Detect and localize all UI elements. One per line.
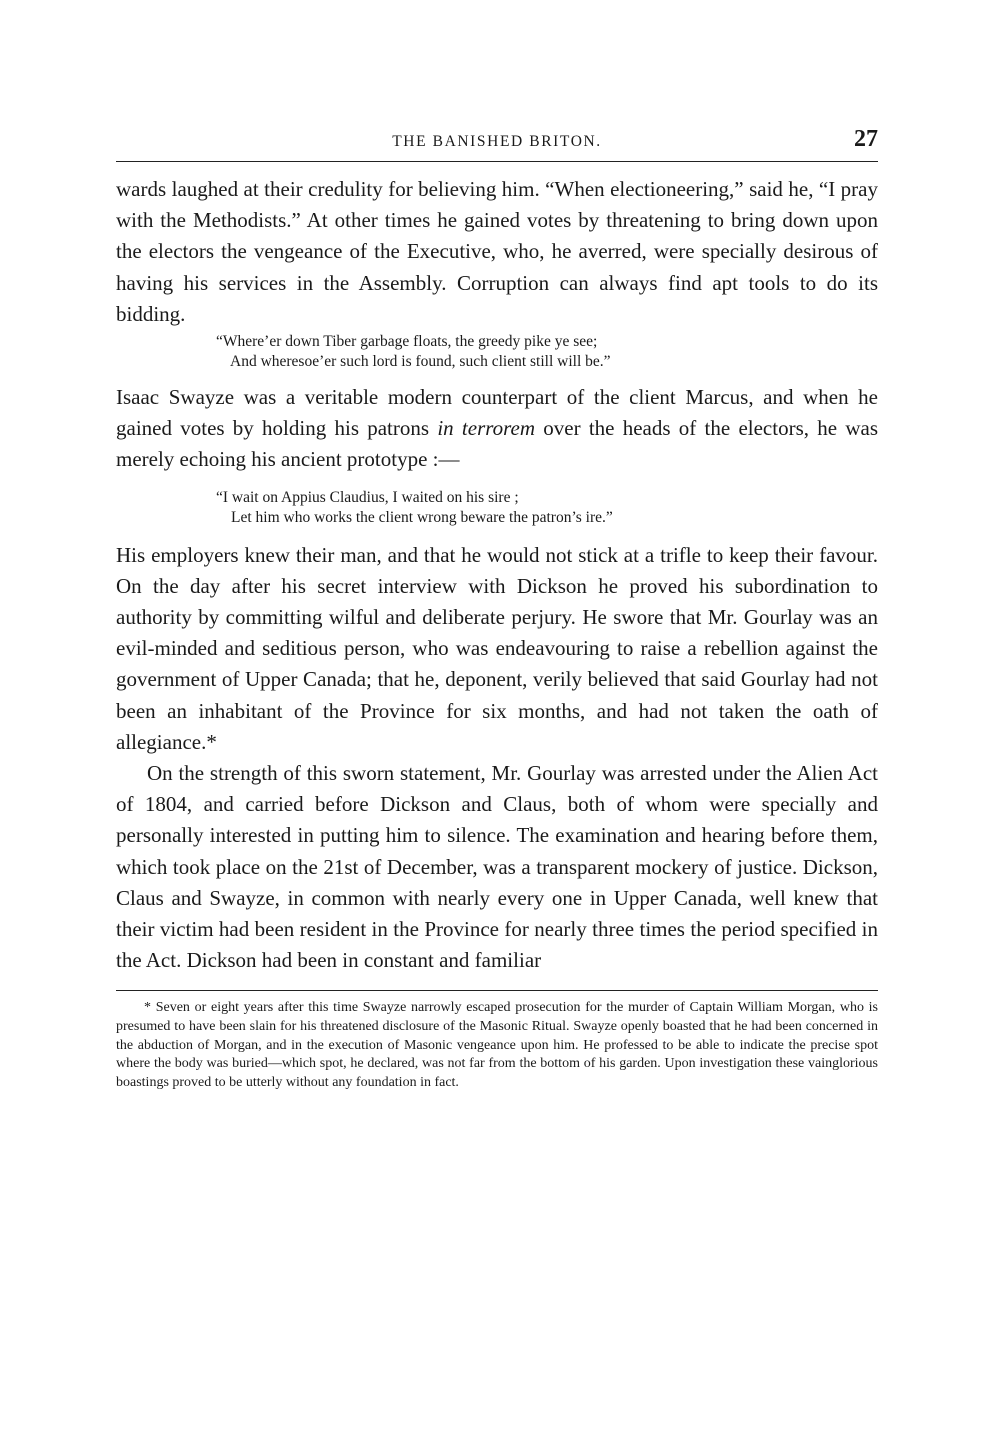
verse-2-line-1: “I wait on Appius Claudius, I waited on his sire ;	[216, 488, 519, 506]
paragraph-2-text-a: Isaac Swayze was a veritable modern counterpart of the client Marcus, and when he gained votes by holding his patrons	[116, 385, 878, 441]
verse-quote-2	[116, 488, 878, 528]
footnote	[116, 990, 878, 1092]
paragraph-3: His employers knew their man, and that he would not stick at a trifle to keep their favour. On the day after his secret interview with Dickson he proved his subordination to authority by committing wilful and deliberate perjury. He swore that Mr. Gourlay was an evil-minded and seditious person, who was endeavouring to raise a rebellion against the government of Upper Canada; that he, deponent, verily believed that said Gourlay had not been an inhabitant of the Province for six months, and had not taken the oath of allegiance.*	[116, 542, 878, 754]
book-page	[116, 125, 878, 1092]
verse-1-line-1: “Where’er down Tiber garbage floats, the greedy pike ye see;	[216, 333, 598, 351]
verse-2-line-2: Let him who works the client wrong beware the patron’s ire.”	[231, 508, 613, 526]
body-text	[116, 174, 878, 976]
running-header	[116, 125, 878, 162]
verse-quote-1	[116, 332, 878, 372]
paragraph-2-text-b: over the heads of the electors, he was merely echoing his ancient prototype :—	[116, 416, 878, 472]
page-number: 27	[854, 126, 878, 152]
verse-1-line-2: And wheresoe’er such lord is found, such client still will be.”	[230, 353, 611, 371]
running-title: THE BANISHED BRITON.	[392, 133, 602, 150]
paragraph-1: wards laughed at their credulity for believing him. “When electioneering,” said he, “I pray with the Methodists.” At other times he gained votes by threatening to bring down upon the electors the vengeance of the Executive, who, he averred, were specially desirous of having his services in the Assembly. Corruption can always find apt tools to do its bidding.	[116, 177, 878, 326]
paragraph-2	[116, 382, 878, 476]
paragraph-2-italic: in terrorem	[437, 416, 536, 441]
footnote-text: * Seven or eight years after this time Swayze narrowly escaped prosecution for the murder of Captain William Morgan, who is presumed to have been slain for his threatened disclosure of the Masonic Ritual. Swayze openly boasted that he had been concerned in the abduction of Morgan, and in the execution of Masonic vengeance upon him. He professed to be able to indicate the precise spot where the body was buried—which spot, he declared, was not far from the bottom of his garden. Upon investigation these vainglorious boastings proved to be utterly without any foundation in fact.	[116, 1000, 878, 1090]
paragraph-4: On the strength of this sworn statement, Mr. Gourlay was arrested under the Alien Act of 1804, and carried before Dickson and Claus, both of whom were specially and personally interested in putting him to silence. The examination and hearing before them, which took place on the 21st of December, was a transparent mockery of justice. Dickson, Claus and Swayze, in common with nearly every one in Upper Canada, well knew that their victim had been resident in the Province for nearly three times the period specified in the Act. Dickson had been in constant and familiar	[116, 761, 878, 973]
